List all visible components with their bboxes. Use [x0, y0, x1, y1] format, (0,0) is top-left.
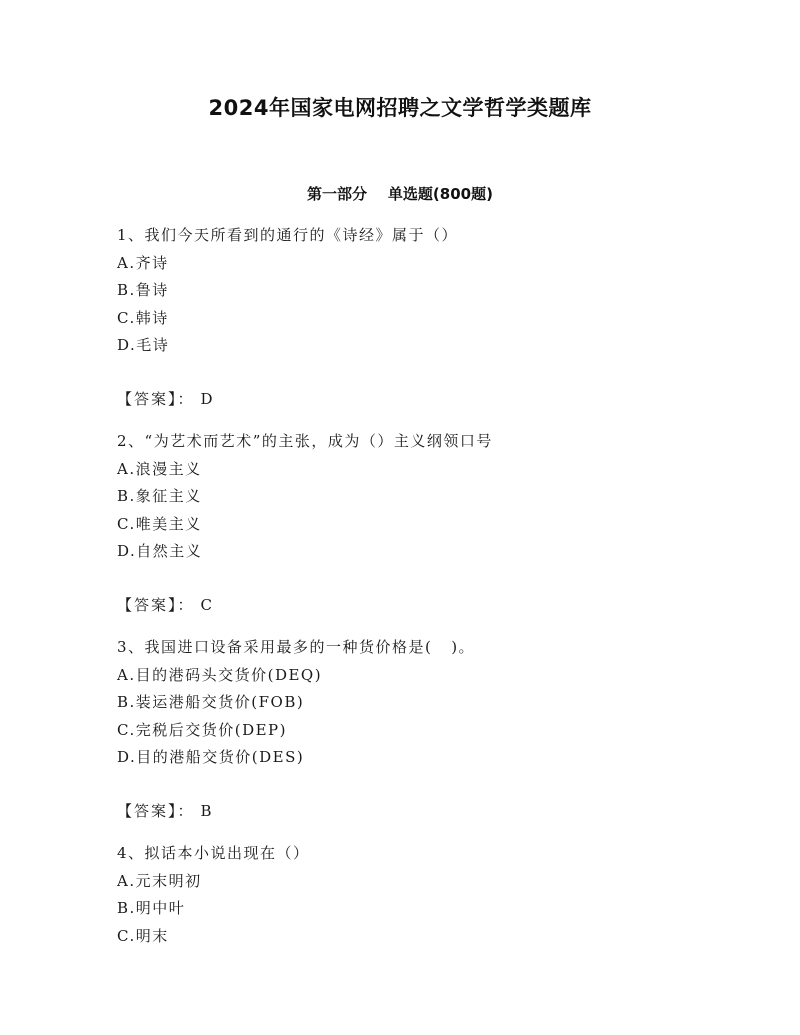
option-d: D.自然主义 — [117, 542, 203, 560]
option-a: A.浪漫主义 — [117, 459, 202, 478]
option-c: C.明末 — [117, 926, 169, 945]
answer-value: B — [200, 801, 214, 820]
option-c: C.韩诗 — [117, 308, 169, 327]
answer-value: D — [200, 389, 215, 408]
option-b: B.装运港船交货价(FOB) — [117, 693, 305, 711]
question-1 — [117, 222, 717, 413]
question-stem: 1、我们今天所看到的通行的《诗经》属于（） — [117, 226, 459, 244]
question-4 — [117, 840, 717, 950]
answer-label: 【答案】： — [117, 801, 195, 820]
answer-line — [117, 386, 717, 414]
question-list — [117, 222, 717, 950]
option-a: A.元末明初 — [117, 871, 202, 890]
option-a: A.齐诗 — [117, 253, 169, 272]
answer-label: 【答案】： — [117, 595, 195, 614]
option-b: B.象征主义 — [117, 487, 202, 505]
answer-value: C — [200, 595, 214, 614]
question-2 — [117, 428, 717, 619]
question-stem: 4、拟话本小说出现在（） — [117, 844, 310, 862]
section-title: 第一部分 单选题(800题) — [307, 185, 493, 203]
question-stem: 3、我国进口设备采用最多的一种货价格是( )。 — [117, 638, 476, 656]
question-3 — [117, 634, 717, 825]
option-c: C.唯美主义 — [117, 514, 202, 533]
answer-line — [117, 798, 717, 826]
question-stem: 2、“为艺术而艺术”的主张，成为（）主义纲领口号 — [117, 432, 493, 450]
option-d: D.目的港船交货价(DES) — [117, 748, 305, 766]
option-d: D.毛诗 — [117, 336, 170, 354]
answer-label: 【答案】： — [117, 389, 195, 408]
answer-line — [117, 592, 717, 620]
option-b: B.明中叶 — [117, 899, 186, 917]
document-title: 2024年国家电网招聘之文学哲学类题库 — [208, 96, 592, 120]
option-c: C.完税后交货价(DEP) — [117, 720, 287, 739]
option-a: A.目的港码头交货价(DEQ) — [117, 665, 323, 684]
option-b: B.鲁诗 — [117, 281, 169, 299]
